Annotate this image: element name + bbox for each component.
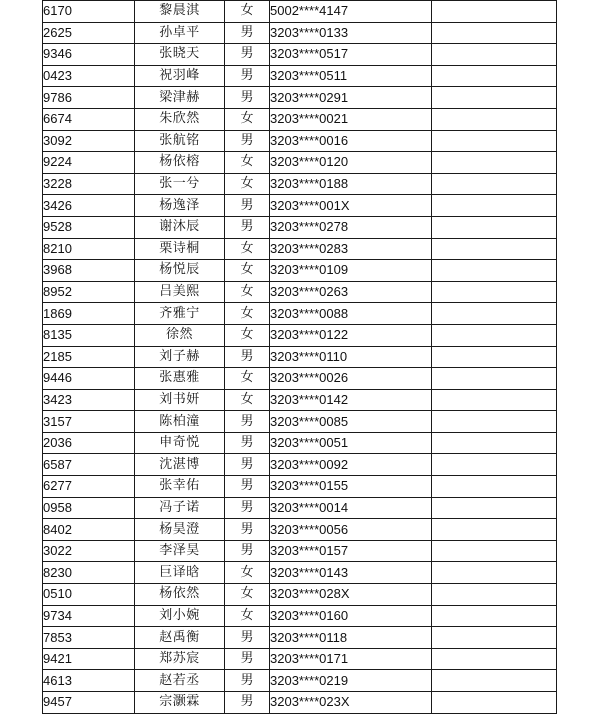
id-number-cell: 3203****0133 xyxy=(270,22,432,44)
student-name-cell: 梁津赫 xyxy=(135,87,225,109)
student-id-cell: 3157 xyxy=(43,411,135,433)
student-id-cell: 2036 xyxy=(43,432,135,454)
gender-cell: 女 xyxy=(225,584,270,606)
id-number-cell: 3203****0283 xyxy=(270,238,432,260)
empty-cell xyxy=(432,476,557,498)
table-row xyxy=(43,454,557,476)
id-number-cell: 3203****0511 xyxy=(270,65,432,87)
table-row xyxy=(43,476,557,498)
id-number-cell: 3203****0021 xyxy=(270,108,432,130)
student-id-cell: 9457 xyxy=(43,692,135,714)
table-row xyxy=(43,411,557,433)
table-row xyxy=(43,238,557,260)
empty-cell xyxy=(432,670,557,692)
id-number-cell: 3203****001X xyxy=(270,195,432,217)
student-id-cell: 6170 xyxy=(43,1,135,23)
id-number-cell: 3203****028X xyxy=(270,584,432,606)
table-row xyxy=(43,584,557,606)
empty-cell xyxy=(432,368,557,390)
student-name-cell: 巨译晗 xyxy=(135,562,225,584)
id-number-cell: 3203****0110 xyxy=(270,346,432,368)
student-id-cell: 3228 xyxy=(43,173,135,195)
table-row xyxy=(43,303,557,325)
student-id-cell: 9528 xyxy=(43,216,135,238)
id-number-cell: 3203****0014 xyxy=(270,497,432,519)
gender-cell: 男 xyxy=(225,648,270,670)
student-name-cell: 杨依然 xyxy=(135,584,225,606)
id-number-cell: 3203****0143 xyxy=(270,562,432,584)
table-row xyxy=(43,44,557,66)
student-name-cell: 孙卓平 xyxy=(135,22,225,44)
student-name-cell: 张一兮 xyxy=(135,173,225,195)
table-row xyxy=(43,173,557,195)
id-number-cell: 3203****0157 xyxy=(270,540,432,562)
student-id-cell: 9734 xyxy=(43,605,135,627)
student-name-cell: 陈柏潼 xyxy=(135,411,225,433)
student-name-cell: 杨依榕 xyxy=(135,152,225,174)
table-row xyxy=(43,670,557,692)
empty-cell xyxy=(432,87,557,109)
id-number-cell: 3203****0188 xyxy=(270,173,432,195)
table-row xyxy=(43,195,557,217)
student-id-cell: 9421 xyxy=(43,648,135,670)
student-id-cell: 9346 xyxy=(43,44,135,66)
empty-cell xyxy=(432,1,557,23)
table-row xyxy=(43,346,557,368)
gender-cell: 女 xyxy=(225,238,270,260)
student-id-cell: 3022 xyxy=(43,540,135,562)
gender-cell: 男 xyxy=(225,411,270,433)
student-name-cell: 栗诗桐 xyxy=(135,238,225,260)
empty-cell xyxy=(432,692,557,714)
empty-cell xyxy=(432,540,557,562)
table-row xyxy=(43,389,557,411)
table-row xyxy=(43,87,557,109)
student-id-cell: 8952 xyxy=(43,281,135,303)
empty-cell xyxy=(432,389,557,411)
student-name-cell: 朱欣然 xyxy=(135,108,225,130)
id-number-cell: 3203****0109 xyxy=(270,260,432,282)
gender-cell: 女 xyxy=(225,108,270,130)
table-row xyxy=(43,540,557,562)
id-number-cell: 3203****0051 xyxy=(270,432,432,454)
id-number-cell: 3203****0219 xyxy=(270,670,432,692)
empty-cell xyxy=(432,648,557,670)
student-id-cell: 8135 xyxy=(43,324,135,346)
empty-cell xyxy=(432,454,557,476)
empty-cell xyxy=(432,605,557,627)
student-id-cell: 8230 xyxy=(43,562,135,584)
student-name-cell: 冯子诺 xyxy=(135,497,225,519)
student-id-cell: 9224 xyxy=(43,152,135,174)
gender-cell: 女 xyxy=(225,324,270,346)
table-row xyxy=(43,216,557,238)
gender-cell: 女 xyxy=(225,389,270,411)
id-number-cell: 3203****0278 xyxy=(270,216,432,238)
student-name-cell: 申奇悦 xyxy=(135,432,225,454)
student-id-cell: 2185 xyxy=(43,346,135,368)
id-number-cell: 3203****0263 xyxy=(270,281,432,303)
student-id-cell: 8210 xyxy=(43,238,135,260)
student-name-cell: 刘子赫 xyxy=(135,346,225,368)
student-name-cell: 宗灏霖 xyxy=(135,692,225,714)
empty-cell xyxy=(432,22,557,44)
table-row xyxy=(43,368,557,390)
empty-cell xyxy=(432,303,557,325)
student-name-cell: 谢沐辰 xyxy=(135,216,225,238)
student-id-cell: 9446 xyxy=(43,368,135,390)
empty-cell xyxy=(432,562,557,584)
id-number-cell: 3203****0085 xyxy=(270,411,432,433)
gender-cell: 女 xyxy=(225,303,270,325)
table-row xyxy=(43,627,557,649)
id-number-cell: 3203****0171 xyxy=(270,648,432,670)
empty-cell xyxy=(432,130,557,152)
student-id-cell: 7853 xyxy=(43,627,135,649)
gender-cell: 男 xyxy=(225,432,270,454)
roster-table xyxy=(42,0,557,714)
gender-cell: 女 xyxy=(225,152,270,174)
gender-cell: 女 xyxy=(225,173,270,195)
empty-cell xyxy=(432,324,557,346)
student-name-cell: 张航铭 xyxy=(135,130,225,152)
student-name-cell: 赵禹衡 xyxy=(135,627,225,649)
student-id-cell: 6277 xyxy=(43,476,135,498)
student-name-cell: 郑苏宸 xyxy=(135,648,225,670)
id-number-cell: 3203****0122 xyxy=(270,324,432,346)
student-id-cell: 0958 xyxy=(43,497,135,519)
id-number-cell: 3203****0092 xyxy=(270,454,432,476)
student-id-cell: 0423 xyxy=(43,65,135,87)
table-row xyxy=(43,260,557,282)
gender-cell: 男 xyxy=(225,195,270,217)
student-name-cell: 刘小婉 xyxy=(135,605,225,627)
table-row xyxy=(43,692,557,714)
gender-cell: 男 xyxy=(225,22,270,44)
id-number-cell: 3203****0142 xyxy=(270,389,432,411)
id-number-cell: 3203****0517 xyxy=(270,44,432,66)
student-name-cell: 吕美熙 xyxy=(135,281,225,303)
gender-cell: 男 xyxy=(225,346,270,368)
student-id-cell: 3423 xyxy=(43,389,135,411)
empty-cell xyxy=(432,584,557,606)
table-row xyxy=(43,281,557,303)
empty-cell xyxy=(432,65,557,87)
gender-cell: 女 xyxy=(225,281,270,303)
id-number-cell: 3203****0120 xyxy=(270,152,432,174)
table-row xyxy=(43,648,557,670)
empty-cell xyxy=(432,195,557,217)
table-row xyxy=(43,130,557,152)
gender-cell: 男 xyxy=(225,519,270,541)
gender-cell: 男 xyxy=(225,497,270,519)
student-name-cell: 刘书妍 xyxy=(135,389,225,411)
student-name-cell: 张幸佑 xyxy=(135,476,225,498)
gender-cell: 男 xyxy=(225,670,270,692)
student-id-cell: 1869 xyxy=(43,303,135,325)
id-number-cell: 3203****0160 xyxy=(270,605,432,627)
id-number-cell: 3203****0016 xyxy=(270,130,432,152)
student-id-cell: 0510 xyxy=(43,584,135,606)
empty-cell xyxy=(432,411,557,433)
gender-cell: 男 xyxy=(225,476,270,498)
gender-cell: 男 xyxy=(225,65,270,87)
empty-cell xyxy=(432,152,557,174)
gender-cell: 男 xyxy=(225,130,270,152)
table-row xyxy=(43,1,557,23)
student-name-cell: 李泽昊 xyxy=(135,540,225,562)
gender-cell: 女 xyxy=(225,1,270,23)
gender-cell: 男 xyxy=(225,44,270,66)
gender-cell: 女 xyxy=(225,605,270,627)
student-id-cell: 3968 xyxy=(43,260,135,282)
gender-cell: 男 xyxy=(225,627,270,649)
empty-cell xyxy=(432,108,557,130)
student-name-cell: 杨昊澄 xyxy=(135,519,225,541)
gender-cell: 男 xyxy=(225,692,270,714)
table-row xyxy=(43,497,557,519)
table-row xyxy=(43,562,557,584)
student-name-cell: 张惠雅 xyxy=(135,368,225,390)
student-name-cell: 杨悦辰 xyxy=(135,260,225,282)
empty-cell xyxy=(432,173,557,195)
student-id-cell: 6674 xyxy=(43,108,135,130)
table-row xyxy=(43,22,557,44)
student-id-cell: 9786 xyxy=(43,87,135,109)
id-number-cell: 3203****0026 xyxy=(270,368,432,390)
id-number-cell: 3203****0088 xyxy=(270,303,432,325)
table-row xyxy=(43,324,557,346)
student-name-cell: 黎晨淇 xyxy=(135,1,225,23)
table-row xyxy=(43,108,557,130)
empty-cell xyxy=(432,627,557,649)
id-number-cell: 3203****023X xyxy=(270,692,432,714)
table-row xyxy=(43,65,557,87)
empty-cell xyxy=(432,281,557,303)
table-row xyxy=(43,519,557,541)
gender-cell: 女 xyxy=(225,562,270,584)
student-id-cell: 3426 xyxy=(43,195,135,217)
gender-cell: 女 xyxy=(225,368,270,390)
gender-cell: 男 xyxy=(225,454,270,476)
student-id-cell: 8402 xyxy=(43,519,135,541)
student-name-cell: 齐雅宁 xyxy=(135,303,225,325)
table-row xyxy=(43,152,557,174)
id-number-cell: 3203****0291 xyxy=(270,87,432,109)
empty-cell xyxy=(432,238,557,260)
empty-cell xyxy=(432,432,557,454)
gender-cell: 女 xyxy=(225,260,270,282)
roster-table-body xyxy=(43,1,557,714)
id-number-cell: 3203****0155 xyxy=(270,476,432,498)
student-id-cell: 3092 xyxy=(43,130,135,152)
empty-cell xyxy=(432,346,557,368)
gender-cell: 男 xyxy=(225,216,270,238)
table-row xyxy=(43,605,557,627)
id-number-cell: 5002****4147 xyxy=(270,1,432,23)
student-id-cell: 6587 xyxy=(43,454,135,476)
student-name-cell: 祝羽峰 xyxy=(135,65,225,87)
empty-cell xyxy=(432,519,557,541)
id-number-cell: 3203****0118 xyxy=(270,627,432,649)
student-id-cell: 4613 xyxy=(43,670,135,692)
student-id-cell: 2625 xyxy=(43,22,135,44)
empty-cell xyxy=(432,44,557,66)
student-name-cell: 赵若丞 xyxy=(135,670,225,692)
id-number-cell: 3203****0056 xyxy=(270,519,432,541)
student-name-cell: 张晓天 xyxy=(135,44,225,66)
empty-cell xyxy=(432,260,557,282)
table-row xyxy=(43,432,557,454)
student-name-cell: 杨逸泽 xyxy=(135,195,225,217)
student-name-cell: 徐然 xyxy=(135,324,225,346)
empty-cell xyxy=(432,216,557,238)
gender-cell: 男 xyxy=(225,87,270,109)
student-name-cell: 沈湛博 xyxy=(135,454,225,476)
gender-cell: 男 xyxy=(225,540,270,562)
empty-cell xyxy=(432,497,557,519)
